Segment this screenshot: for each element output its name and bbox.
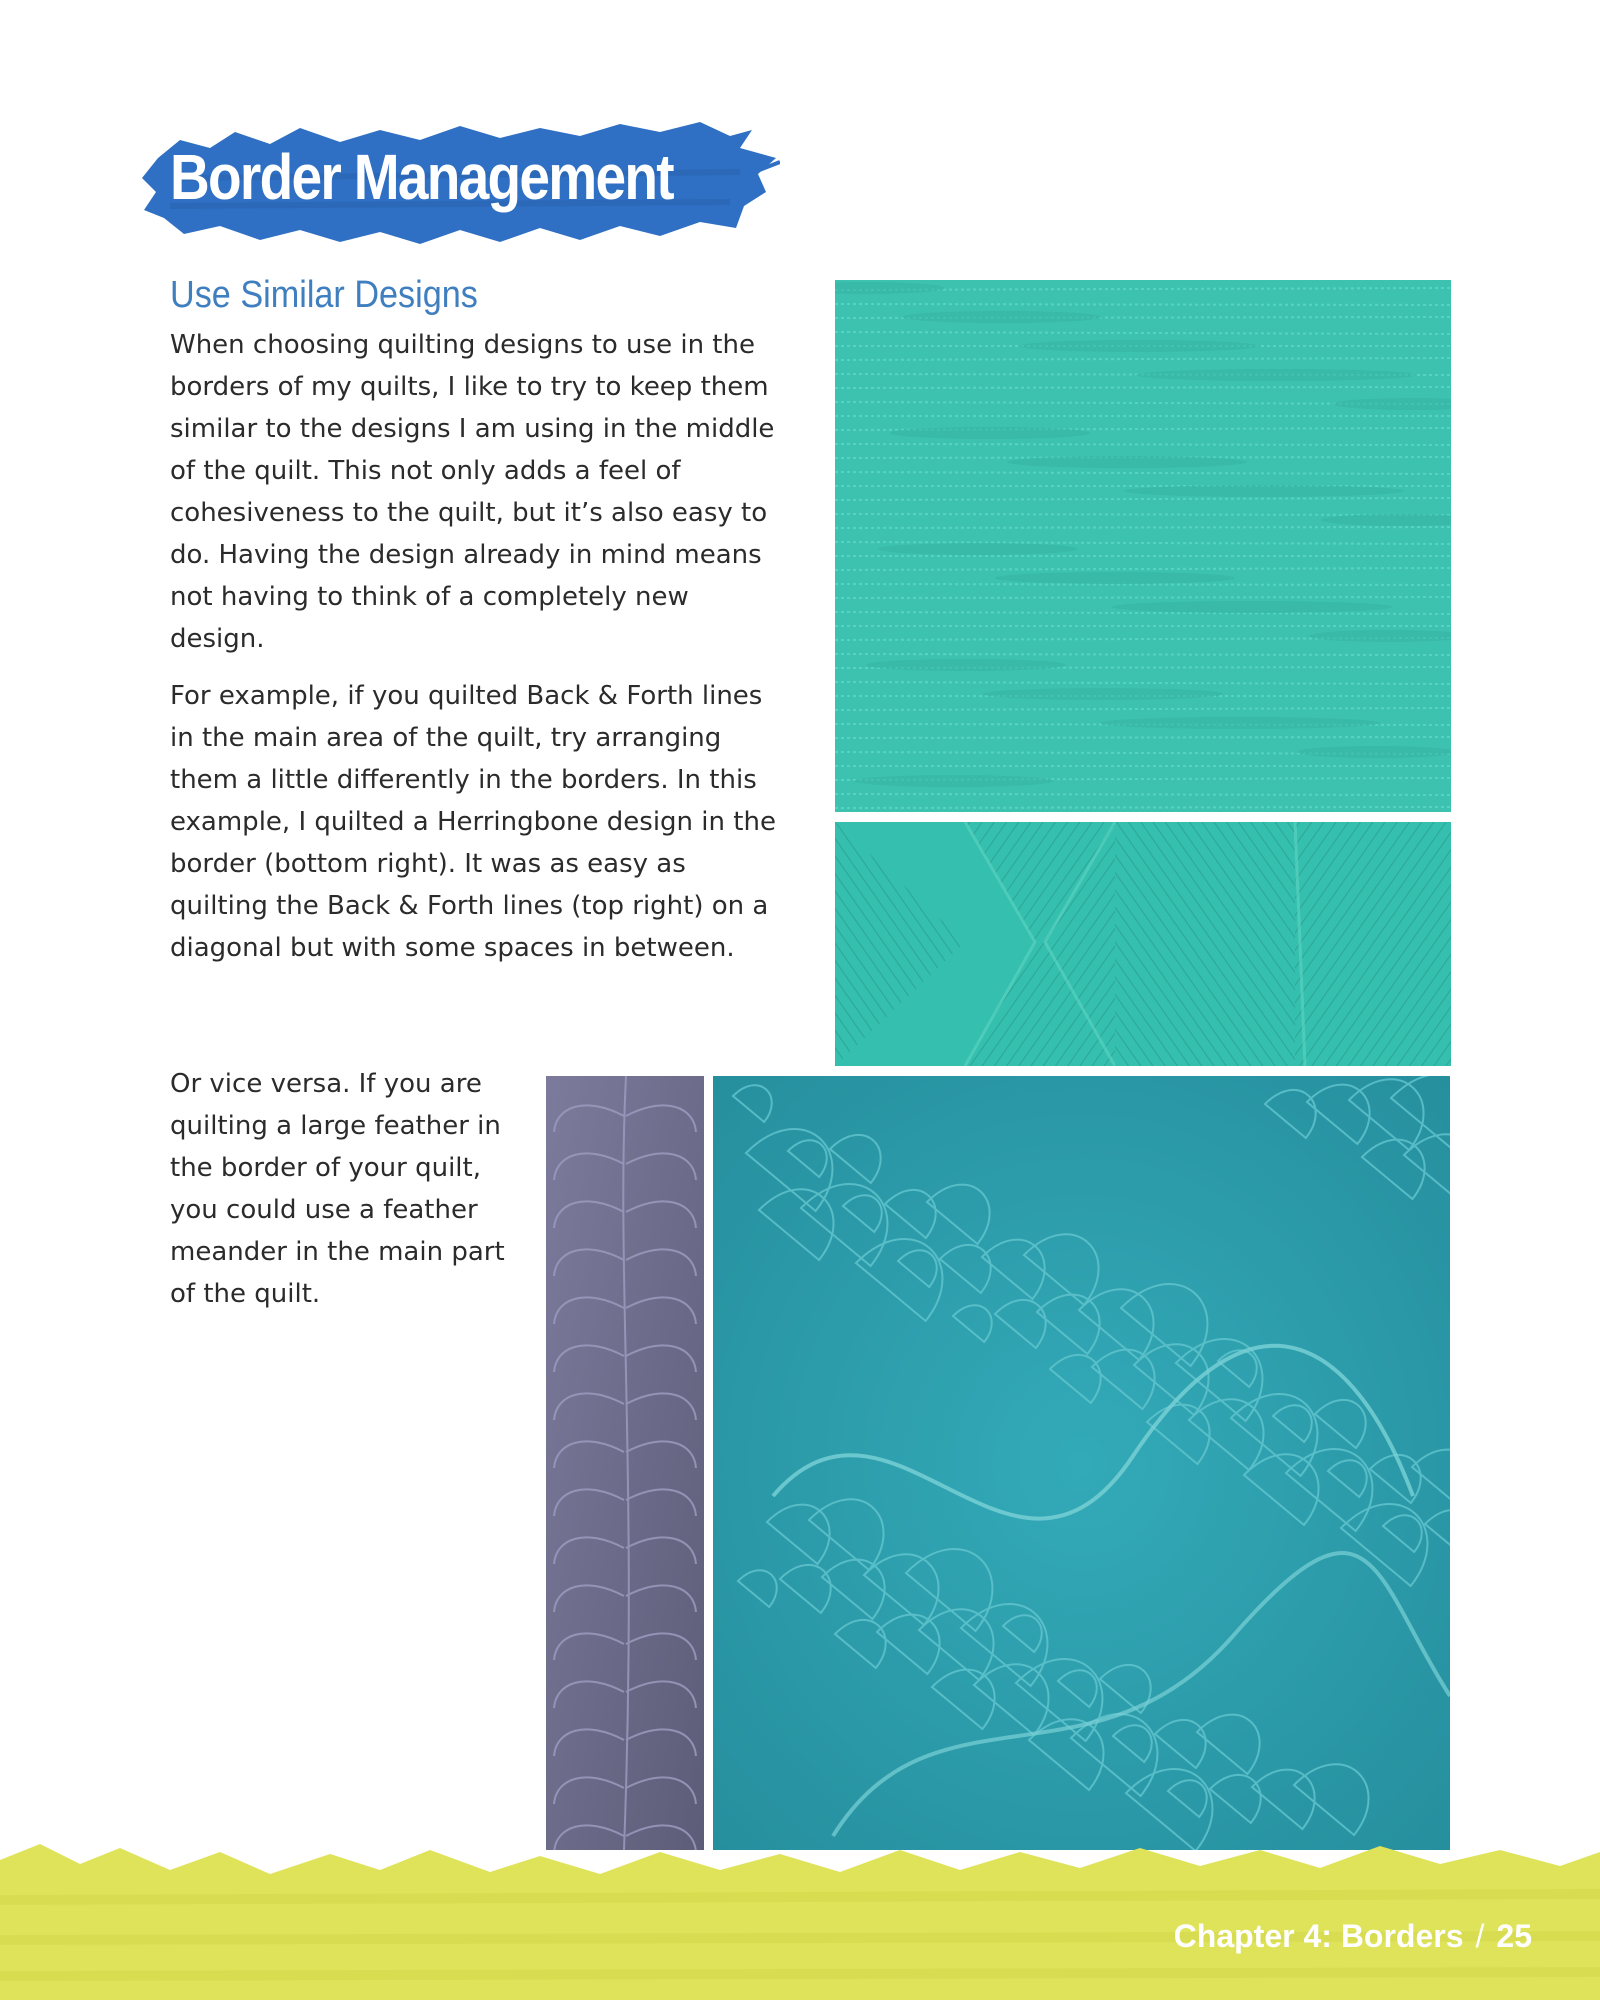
paragraph-vice-versa: Or vice versa. If you are quilting a large feather in the border of your quilt, you could use a feather meander in the main part of the quilt. [170,1069,505,1309]
herringbone-quilt-photo [835,822,1451,1066]
footer-separator: / [1475,1918,1485,1954]
chapter-label: Chapter 4: Borders [1173,1918,1464,1954]
feather-border-quilt-photo [546,1076,704,1850]
page-title: Border Management [170,141,673,213]
title-banner [140,118,780,248]
paragraph-intro: When choosing quilting designs to use in the borders of my quilts, I like to try to keep them similar to the designs I am using in the middle of the quilt. This not only adds a feel of cohesiveness to the quilt, but it’s also easy to do. Having the design already in mind means not having to think of a completely new design. [170,330,775,654]
section-heading: Use Similar Designs [170,274,478,316]
running-footer [1174,1918,1532,1955]
page-number: 25 [1496,1918,1532,1954]
paragraph-example: For example, if you quilted Back & Forth lines in the main area of the quilt, try arranging them a little differently in the borders. In this example, I quilted a Herringbone design in the border (bottom right). It was as easy as quilting the Back & Forth lines (top right) on a diagonal but with some spaces in between. [170,681,776,963]
feather-meander-quilt-photo [713,1076,1450,1850]
back-and-forth-quilt-photo [835,280,1451,812]
